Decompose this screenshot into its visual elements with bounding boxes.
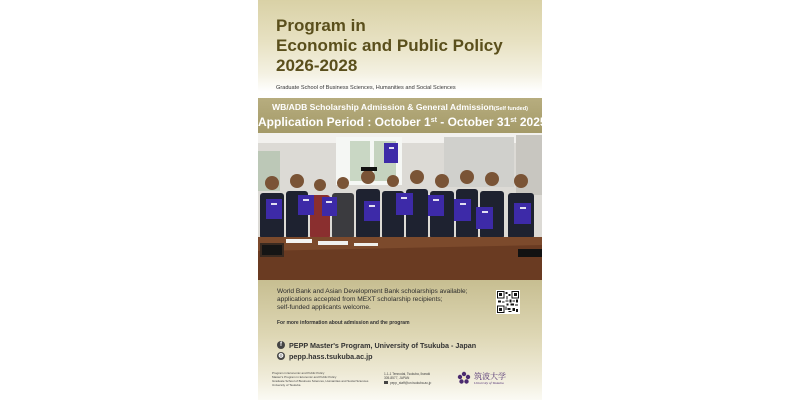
facebook-link[interactable] [277, 340, 476, 350]
footer-address [384, 372, 431, 385]
period-label: Application Period : October 1 [258, 115, 431, 129]
university-logo [457, 371, 506, 385]
footer-left-line-3: Graduate School of Business Sciences, Humanities and Social Sciences [272, 379, 369, 383]
graduation-photo-illustration [258, 133, 542, 280]
logo-english: University of Tsukuba [474, 380, 504, 385]
description-line-1: World Bank and Asian Development Bank scholarships available; [277, 288, 468, 295]
graduation-photo [258, 133, 542, 280]
mail-icon [384, 381, 388, 384]
facebook-icon: f [277, 341, 285, 349]
period-year: 2025 [516, 115, 547, 129]
footer-left-line-1: Program in Economic and Public Policy [272, 371, 325, 375]
email-text: pepp_staff@un.tsukuba.ac.jp [390, 380, 432, 385]
address-line-2: 305-8577, JAPAN [384, 376, 410, 381]
school-subtitle: Graduate School of Business Sciences, Humanities and Social Sciences [276, 85, 456, 91]
application-period [258, 115, 547, 129]
description-line-3: self-funded applicants welcome. [277, 304, 371, 311]
footer-left-line-4: University of Tsukuba [272, 383, 301, 387]
qr-code-icon[interactable] [496, 290, 520, 314]
website-label: pepp.hass.tsukuba.ac.jp [289, 351, 373, 361]
university-logo-icon [457, 371, 471, 385]
period-start-sup: st [430, 117, 437, 124]
period-end-sup: st [510, 117, 517, 124]
title-line-2: Economic and Public Policy [276, 36, 503, 55]
more-info-heading: For more information about admission and the program [277, 320, 410, 326]
footer-program-info [272, 371, 368, 387]
poster [258, 0, 547, 400]
globe-icon: ◍ [278, 353, 284, 359]
logo-japanese: 筑波大学 [474, 371, 506, 381]
address-line-1: 1-1-1 Tennodai, Tsukuba, Ibaraki [384, 372, 431, 376]
description-line-2: applications accepted from MEXT scholarship recipients; [277, 296, 443, 303]
program-title [276, 16, 503, 76]
footer-left-line-2: Master's Program in Economic and Public Policy [272, 375, 337, 379]
scholarship-description [277, 288, 497, 312]
admission-type [258, 102, 542, 112]
footer-email[interactable] [384, 381, 431, 385]
website-link[interactable] [277, 351, 372, 361]
admission-suffix: (Self funded) [493, 106, 529, 112]
title-line-1: Program in [276, 16, 366, 35]
admission-main: WB/ADB Scholarship Admission & General Admission [271, 102, 494, 112]
period-mid: - October 31 [436, 115, 511, 129]
title-line-3: 2026-2028 [276, 56, 358, 75]
facebook-label: PEPP Master's Program, University of Tsukuba - Japan [289, 340, 477, 350]
